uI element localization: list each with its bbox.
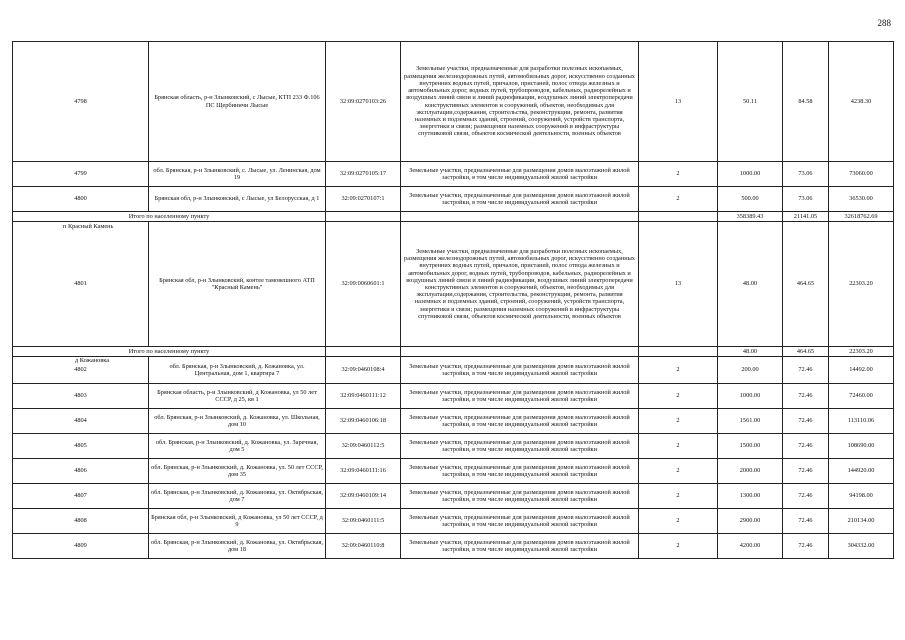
- row-rate: 73.06: [783, 162, 829, 187]
- row-address: Брянская обл, р-н Злынковский, контее тамовешного АТП "Красный Камень": [149, 222, 326, 347]
- row-value: 14492.00: [829, 357, 894, 384]
- row-land-use: Земельные участки, предназначенные для размещения домов малоэтажной жилой застройки, в том числе индивидуальной жилой застройки: [401, 484, 639, 509]
- table-row: [13, 434, 894, 459]
- table-row: [13, 162, 894, 187]
- row-code: 2: [639, 162, 718, 187]
- row-area: 200.00: [718, 357, 783, 384]
- row-code: 2: [639, 434, 718, 459]
- table-row: [13, 484, 894, 509]
- row-land-use: Земельные участки, предназначенные для размещения домов малоэтажной жилой застройки, в том числе индивидуальной жилой застройки: [401, 459, 639, 484]
- table-row: [13, 409, 894, 434]
- table-row: [13, 187, 894, 212]
- row-code: 2: [639, 357, 718, 384]
- subtotal-row: [13, 347, 894, 357]
- row-rate: 72.46: [783, 534, 829, 559]
- row-number: 4807: [13, 484, 149, 509]
- subtotal-label: Итого по населенному пункту: [13, 212, 326, 222]
- row-land-use: Земельные участки, предназначенные для размещения домов малоэтажной жилой застройки, в том числе индивидуальной жилой застройки: [401, 434, 639, 459]
- row-value: 304332.00: [829, 534, 894, 559]
- row-cadastral-number: 32:09:0460109:14: [326, 484, 401, 509]
- subtotal-area: 48.00: [718, 347, 783, 357]
- row-rate: 72.46: [783, 384, 829, 409]
- row-area: 4200.00: [718, 534, 783, 559]
- row-cadastral-number: 32:09:0460112:5: [326, 434, 401, 459]
- row-rate: 84.58: [783, 42, 829, 162]
- settlement-label: п Красный Камень: [63, 223, 114, 230]
- row-rate: 72.46: [783, 434, 829, 459]
- row-area: 50.11: [718, 42, 783, 162]
- row-land-use: Земельные участки, предназначенные для разработки полезных ископаемых, размещения железнодорожных путей, автомобильных дорог, искусственно созданных внутренних водных путей, причалов, пристаней, полос отвода железных и автомобильных дорог, водных путей, трубопроводов, кабельных, радиорелейных и воздушных линий связи и линий радиофикации, воздушных линий электропередачи конструктивных элементов и сооружений, объектов, необходимых для эксплуатации,содержания, строительства, реконструкции, ремонта, развития наземных и подземных зданий, строений, сооружений, устройств транспорта, энергетики и связи; размещения наземных сооружений и инфраструктуры спутниковой связи, объектов космической деятельности, военных объектов: [401, 42, 639, 162]
- row-rate: 72.46: [783, 509, 829, 534]
- row-area: 500.00: [718, 187, 783, 212]
- row-value: 72460.00: [829, 384, 894, 409]
- subtotal-row: [13, 212, 894, 222]
- row-code: 2: [639, 187, 718, 212]
- table-row: [13, 357, 894, 384]
- row-value: 108690.00: [829, 434, 894, 459]
- row-value: 4238.30: [829, 42, 894, 162]
- row-cadastral-number: 32:09:0270107:1: [326, 187, 401, 212]
- table-row: [13, 459, 894, 484]
- row-address: Брянская область, р-н Злынковский, с Лысые, КТП 233 Ф.106 ПС Щербиничи Лысые: [149, 42, 326, 162]
- row-address: Брянская обл, р-н Злынковский, д Кожановка, ул 50 лет СССР, д 9: [149, 509, 326, 534]
- row-number: 4804: [13, 409, 149, 434]
- row-cadastral-number: 32:09:0460111:5: [326, 509, 401, 534]
- row-area: 1561.00: [718, 409, 783, 434]
- row-land-use: Земельные участки, предназначенные для размещения домов малоэтажной жилой застройки, в том числе индивидуальной жилой застройки: [401, 187, 639, 212]
- row-area: 1300.00: [718, 484, 783, 509]
- page-number: 288: [877, 18, 891, 28]
- row-value: 113110.06: [829, 409, 894, 434]
- row-cadastral-number: 32:09:0460111:12: [326, 384, 401, 409]
- row-address: обл. Брянская, р-н Злынковский, д. Кожановка, ул. 50 лет СССР, дом 35: [149, 459, 326, 484]
- row-cadastral-number: 32:09:0060601:1: [326, 222, 401, 347]
- row-number: 4803: [13, 384, 149, 409]
- row-code: 13: [639, 42, 718, 162]
- row-cadastral-number: 32:09:0460111:16: [326, 459, 401, 484]
- row-cadastral-number: 32:09:0460110:8: [326, 534, 401, 559]
- row-land-use: Земельные участки, предназначенные для размещения домов малоэтажной жилой застройки, в том числе индивидуальной жилой застройки: [401, 409, 639, 434]
- row-area: 2000.00: [718, 459, 783, 484]
- subtotal-value: 22303.20: [829, 347, 894, 357]
- row-number: 4809: [13, 534, 149, 559]
- row-number: 4808: [13, 509, 149, 534]
- row-rate: 464.65: [783, 222, 829, 347]
- row-area: 1000.00: [718, 162, 783, 187]
- subtotal-rate: 21141.05: [783, 212, 829, 222]
- row-address: обл. Брянская, р-н Злынковский, д. Кожановка, ул. Школьная, дом 10: [149, 409, 326, 434]
- row-code: 2: [639, 409, 718, 434]
- table-row: [13, 509, 894, 534]
- subtotal-label: Итого по населенному пункту: [13, 347, 326, 357]
- row-land-use: Земельные участки, предназначенные для разработки полезных ископаемых, размещения железнодорожных путей, автомобильных дорог, искусственно созданных внутренних водных путей, причалов, пристаней, полос отвода железных и автомобильных дорог, водных путей, трубопроводов, кабельных, радиорелейных и воздушных линий связи и линий радиофикации, воздушных линий электропередачи конструктивных элементов и сооружений, объектов, необходимых для эксплуатации,содержания, строительства, реконструкции, ремонта, развития наземных и подземных зданий, строений, сооружений, устройств транспорта, энергетики и связи; размещения наземных сооружений и инфраструктуры спутниковой связи, объектов космической деятельности, военных объектов: [401, 222, 639, 347]
- row-code: 2: [639, 484, 718, 509]
- row-address: обл. Брянская, р-н Злынковский, д. Кожановка, ул. Октябрьская, дом 7: [149, 484, 326, 509]
- row-area: 48.00: [718, 222, 783, 347]
- table-row: [13, 222, 894, 347]
- subtotal-area: 358389.43: [718, 212, 783, 222]
- table-row: [13, 42, 894, 162]
- row-number: 4806: [13, 459, 149, 484]
- row-number: 4800: [13, 187, 149, 212]
- row-number: 4798: [13, 42, 149, 162]
- row-code: 13: [639, 222, 718, 347]
- row-number: 4802: [74, 366, 87, 374]
- row-address: обл. Брянская, р-н Злынковский, д. Кожановка, ул. Октябрьская, дом 18: [149, 534, 326, 559]
- row-address: Брянская область, р-н Злынковский, д Кожановка, ул 50 лет СССР, д 25, кв 1: [149, 384, 326, 409]
- row-area: 2900.00: [718, 509, 783, 534]
- row-number: 4801: [74, 280, 87, 288]
- row-land-use: Земельные участки, предназначенные для размещения домов малоэтажной жилой застройки, в том числе индивидуальной жилой застройки: [401, 357, 639, 384]
- row-cadastral-number: 32:09:0270103:26: [326, 42, 401, 162]
- row-cadastral-number: 32:09:0460108:4: [326, 357, 401, 384]
- row-code: 2: [639, 384, 718, 409]
- row-land-use: Земельные участки, предназначенные для размещения домов малоэтажной жилой застройки, в том числе индивидуальной жилой застройки: [401, 162, 639, 187]
- subtotal-value: 32618762.69: [829, 212, 894, 222]
- row-code: 2: [639, 534, 718, 559]
- row-value: 22303.20: [829, 222, 894, 347]
- row-value: 73060.00: [829, 162, 894, 187]
- row-code: 2: [639, 509, 718, 534]
- row-area: 1000.00: [718, 384, 783, 409]
- row-rate: 72.46: [783, 459, 829, 484]
- row-cadastral-number: 32:09:0460106:18: [326, 409, 401, 434]
- row-value: 144920.00: [829, 459, 894, 484]
- row-address: обл. Брянская, р-н Злынковский, д. Кожановка, ул. Заречная, дом 5: [149, 434, 326, 459]
- row-value: 94198.00: [829, 484, 894, 509]
- row-number: 4799: [13, 162, 149, 187]
- row-address: Брянская обл, р-н Злынковский, с Лысые, ул Белорусская, д 1: [149, 187, 326, 212]
- row-address: обл. Брянская, р-н Злынковский, с. Лысые, ул. Ленинская, дом 19: [149, 162, 326, 187]
- subtotal-rate: 464.65: [783, 347, 829, 357]
- settlement-label: д Кожановка: [75, 357, 110, 364]
- table-row: [13, 384, 894, 409]
- table-row: [13, 534, 894, 559]
- row-number: 4805: [13, 434, 149, 459]
- row-code: 2: [639, 459, 718, 484]
- row-value: 210134.00: [829, 509, 894, 534]
- row-value: 36530.00: [829, 187, 894, 212]
- row-address: обл. Брянская, р-н Злынковский, д. Кожановка, ул. Центральная, дом 1, квартира 7: [149, 357, 326, 384]
- row-land-use: Земельные участки, предназначенные для размещения домов малоэтажной жилой застройки, в том числе индивидуальной жилой застройки: [401, 384, 639, 409]
- cadastral-value-table: [12, 41, 894, 559]
- row-rate: 72.46: [783, 357, 829, 384]
- row-rate: 72.46: [783, 484, 829, 509]
- row-cadastral-number: 32:09:0270105:17: [326, 162, 401, 187]
- row-land-use: Земельные участки, предназначенные для размещения домов малоэтажной жилой застройки, в том числе индивидуальной жилой застройки: [401, 534, 639, 559]
- row-rate: 73.06: [783, 187, 829, 212]
- row-area: 1500.00: [718, 434, 783, 459]
- row-land-use: Земельные участки, предназначенные для размещения домов малоэтажной жилой застройки, в том числе индивидуальной жилой застройки: [401, 509, 639, 534]
- row-rate: 72.46: [783, 409, 829, 434]
